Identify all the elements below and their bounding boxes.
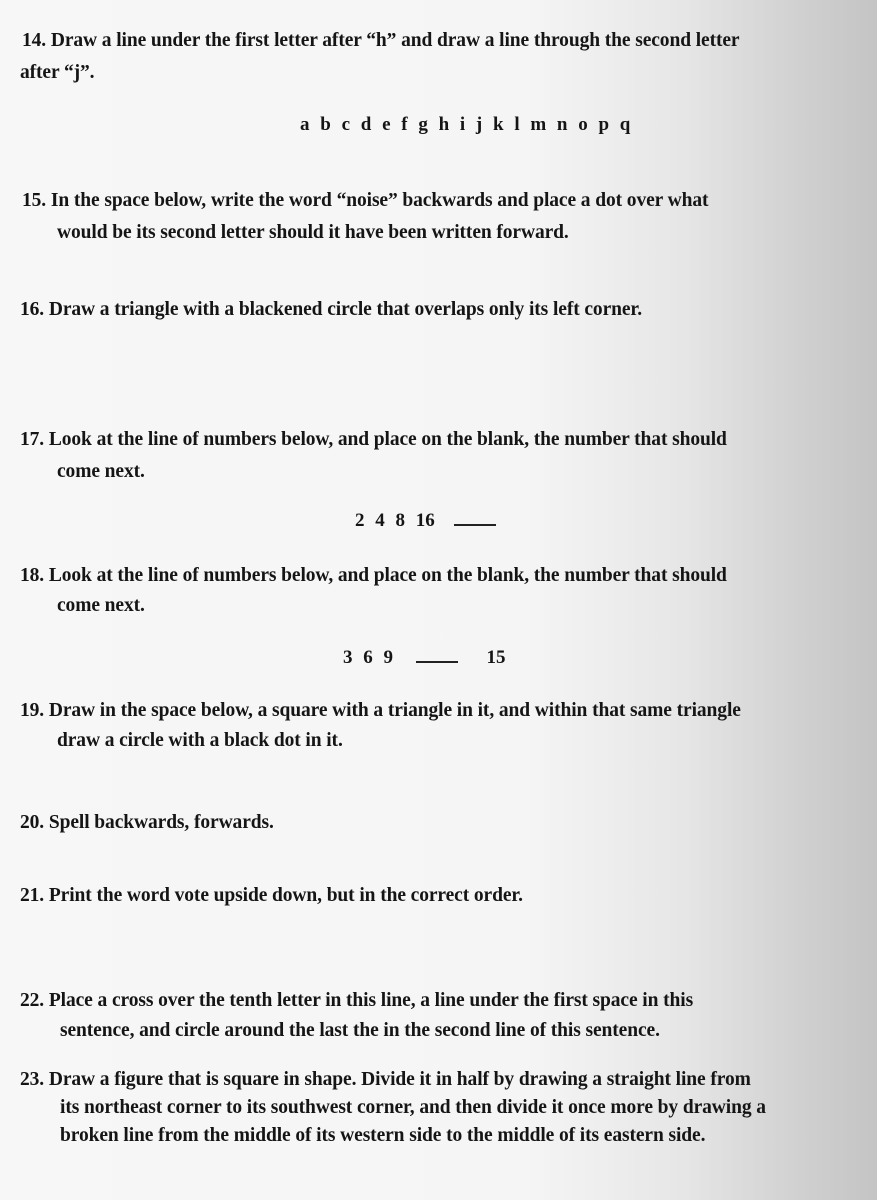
question-text: would be its second letter should it have been written forward. [57,222,569,243]
question-text: broken line from the middle of its western side to the middle of its eastern side. [60,1125,706,1146]
question-text: 17. Look at the line of numbers below, and place on the blank, the number that should [20,429,727,450]
question-text: 15. In the space below, write the word “noise” backwards and place a dot over what [22,190,709,211]
question-text: after “j”. [20,62,95,83]
sequence-numbers: 2 4 8 16 [355,510,435,531]
question-text: 14. Draw a line under the first letter after “h” and draw a line through the second letter [22,30,740,51]
number-sequence [355,510,496,532]
question-text: come next. [57,595,145,616]
sequence-end: 15 [486,647,506,668]
question-text: its northeast corner to its southwest corner, and then divide it once more by drawing a [60,1097,766,1118]
question-text: come next. [57,461,145,482]
sequence-numbers: 3 6 9 [343,647,393,668]
question-text: 20. Spell backwards, forwards. [20,812,274,833]
question-text: 22. Place a cross over the tenth letter in this line, a line under the first space in this [20,990,694,1011]
question-text: sentence, and circle around the last the in the second line of this sentence. [60,1020,660,1041]
answer-blank[interactable] [416,647,458,663]
question-text: 16. Draw a triangle with a blackened circle that overlaps only its left corner. [20,299,642,320]
question-text: draw a circle with a black dot in it. [57,730,343,751]
question-text: 23. Draw a figure that is square in shape. Divide it in half by drawing a straight line from [20,1069,751,1090]
question-text: 19. Draw in the space below, a square with a triangle in it, and within that same triangle [20,700,741,721]
question-text: 18. Look at the line of numbers below, and place on the blank, the number that should [20,565,727,586]
answer-blank[interactable] [454,510,496,526]
letter-sequence: a b c d e f g h i j k l m n o p q [300,114,632,135]
number-sequence [343,647,506,669]
question-text: 21. Print the word vote upside down, but in the correct order. [20,885,523,906]
